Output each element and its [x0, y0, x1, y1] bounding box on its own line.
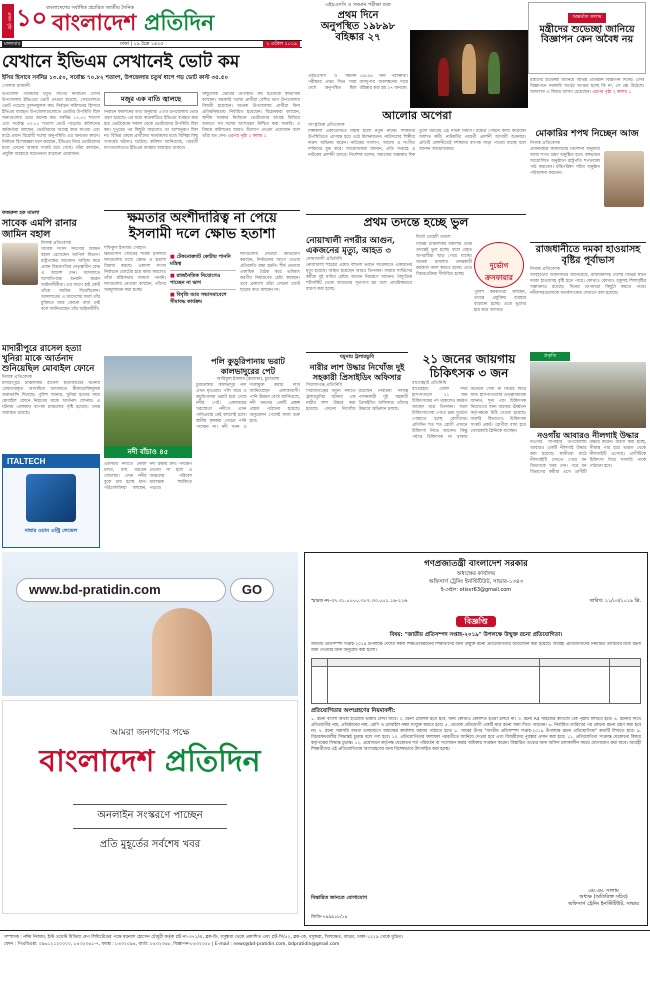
lead-body-col3: কিছুলোক ভোটার উপস্থিতি কম হওয়াকে স্বাভাবিক বলছেন। সরকারি দলের প্রার্থীরা বেশির ভাগ উপজেলায় বিজয়ী হয়েছেন। অনেক উপজেলায় প্রার্থীরা বিনা প্রতিদ্বন্দ্বিতায় নির্বাচিত হয়েছেন। বিশ্লেষকরা বলছেন, স্থানীয় সরকার নির্বাচনে ভোটারদের আগ্রহ ফিরিয়ে আনতে সব দলের অংশগ্রহণ নিশ্চিত করা জরুরি। এ বিষয়ে কমিশনের আরও উদ্যোগ নেওয়া প্রয়োজন বলে তাঁরা মত দেন। এরপর পৃষ্ঠা ২ কলাম ১	[202, 92, 300, 139]
pointing-hand-image	[152, 608, 212, 696]
doctors-story	[412, 352, 526, 548]
sign-office: অফিসার্স ট্রেনিং ইনস্টিটিউট, সাভার	[568, 900, 639, 907]
table-col-1	[312, 667, 328, 703]
notice-table	[311, 658, 641, 704]
go-button[interactable]: GO	[230, 578, 274, 602]
footer-text-2: ফোন : পিএবিএক্স: ০৯৬১২১২০০০০, ৮৪৩২৩৬১-৭, ফ্যাক্স : ৮৪৩২০৯৪, বার্তা: ৮৪৩২৩৬৮, বিজ্ঞাপন-৮৪৩২৩৫৮ | E-mail : news@bd-pratidin.com, bdpratidin@gmail.com	[4, 942, 340, 947]
rajdhani-story	[530, 244, 646, 350]
terms-title: প্রতিযোগিতার অংশগ্রহণের নিয়মাবলী:	[311, 708, 396, 714]
khulna-story	[2, 344, 100, 452]
italtech-phone-image	[26, 474, 76, 522]
govt-memo-row	[311, 598, 641, 606]
opera-title: আলোর অপেরা	[382, 109, 452, 122]
sign-title: অধ্যক্ষ (অতিরিক্ত সচিব)	[579, 894, 628, 900]
power-body-1: ক্ষমতাসীন জোটের শরিক ইসলামী দলগুলোর মধ্যে ক্ষোভ ও হতাশা বিরাজ করছে। একাদশ সংসদ নির্বাচনে জোটের হয়ে কাজ করলেও তাঁরা মন্ত্রিসভায় জায়গা পাননি। দলগুলোর নেতারা বলছেন, তাঁদের অবমূল্যায়ন করা হচ্ছে।	[104, 252, 166, 293]
govt-email: ই-মেইল: otisvr63@gmail.com	[440, 587, 512, 593]
right-title-2: অনুপস্থিত ১৯৮৯৮	[320, 21, 396, 32]
nilgai-tag: প্রকৃতি	[530, 352, 570, 361]
govt-header: গণপ্রজাতন্ত্রী বাংলাদেশ সরকার	[424, 559, 528, 569]
river-story	[196, 356, 300, 506]
opera-body: শিল্পকলা একাডেমিতে মঞ্চস্থ হলো নতুন নাটক। দর্শকদের উপস্থিতিতে প্রাণবন্ত হয়ে ওঠে মিলনায়তন। নাট্যদলের শিল্পীরা দারুণ অভিনয় করেন। নাটকের সংলাপ, আলো ও সংগীত দর্শকদের মুগ্ধ করে। আয়োজকরা জানান, প্রতি সপ্তাহে এ নাটকের প্রদর্শনী চলবে। নির্দেশক বলেন, সমাজের অন্ধকার দিক তুলে ধরতেই এই নাটক নির্মাণ। মঞ্চের পেছনে কাজ করেছেন অর্ধশত কর্মী। নাটকটির পরবর্তী প্রদর্শনী আগামী শুক্রবার। প্রতিটি প্রদর্শনীতেই দর্শকদের ব্যাপক সাড়া পাওয়া যাচ্ছে বলে জানান আয়োজকরা।	[308, 129, 526, 159]
website-ad	[2, 552, 298, 696]
power-title-2: ইসলামী দলে ক্ষোভ হতাশা	[128, 226, 276, 243]
govt-office: অধ্যক্ষের কার্যালয়	[456, 571, 496, 577]
nilgai-title: নওগাঁয় আবারও নীলগাই উদ্ধার	[537, 430, 639, 440]
notice-title: বিজ্ঞপ্তি	[456, 616, 495, 627]
river-byline: আরিফুল ইসলাম (রমজান), চুয়াডাঙ্গা	[216, 377, 280, 382]
jamuna-body: সিরাজগঞ্জের যমুনা নদীতে ট্রলারডুবির ঘটনায় এক নারীর লাশ উদ্ধার করা হয়েছে। এখনো নিখোঁজ রয়েছেন নির্বাচনী দায়িত্ব পালনকারী দুই সহকারী প্রিসাইডিং অফিসার। তাঁদের উদ্ধারে অভিযান চলছে।	[306, 389, 408, 412]
lead-body-col2: নির্বাচন কমিশনের তথ্য অনুযায়ী ৫০টি উপজেলায় ভোট গ্রহণ হয়েছে। এর মধ্যে কয়েকটিতে ইভিএম ব্যবহার করা হয়। ভোটকেন্দ্রে সকাল থেকে ভোটারদের উপস্থিতি ছিল কম। দুপুরের পর কিছুটা বাড়লেও তা আশানুরূপ ছিল না। বিভিন্ন কেন্দ্রে প্রার্থীদের সমর্থকদের মধ্যে বিচ্ছিন্ন কিছু সংঘর্ষের ঘটনাও ঘটেছে। কমিশন জানিয়েছে, পরবর্তী ধাপগুলোতেও ইভিএম ব্যবহার অব্যাহত থাকবে।	[104, 110, 198, 151]
right-highlight-box	[307, 2, 409, 72]
firstprobe-body-1: বিভিন্ন চাঞ্চল্যকর মামলার প্রথম তদন্তেই ভুল হচ্ছে। ফলে প্রকৃত অপরাধীরা ছাড় পেয়ে যাচ্ছে। অনেক মামলায় তদন্তকারী কর্মকর্তা বদল করতে হচ্ছে। এতে বিচারপ্রক্রিয়া দীর্ঘায়িত হচ্ছে।	[416, 242, 472, 277]
mocking-byline: নিজস্ব প্রতিবেদক	[530, 140, 561, 146]
date-bar	[0, 40, 302, 48]
editorial-tag: অন্তর্ঘাত কলাম	[568, 13, 605, 23]
lead-headline: যেখানে ইভিএম সেখানেই ভোট কম	[2, 52, 240, 72]
river-tag: নদী বাঁচাও ৪৫	[104, 446, 192, 458]
promo-line-1: অনলাইন সংস্করণে পাচ্ছেন	[73, 804, 226, 829]
power-byline: শফিকুল ইসলাম সোহাগ	[104, 245, 146, 251]
power-title: ক্ষমতার অংশীদারিত্ব না পেয়ে	[127, 211, 277, 226]
editorial-box	[528, 2, 646, 74]
terms-body: ১. রচনা বাংলা অথবা ইংরেজি ভাষায় লেখা যাবে। ২. রচনা মৌলিক হতে হবে, অন্য কোথাও প্রকাশিত হওয়া চলবে না। ৩. রচনা A4 সাইজের কাগজে এক পৃষ্ঠায় লিখতে হবে। ৪. রচনার সাথে প্রতিযোগীর নাম, প্রতিষ্ঠানের নাম, শ্রেণি ও মোবাইল নম্বর সংযুক্ত করতে হবে। ৫. প্রত্যেক প্রতিযোগী একটি মাত্র রচনা জমা দিতে পারবেন। ৬. নির্ধারিত তারিখের পর কোনো রচনা গ্রহণ করা হবে না। ৭. রচনা সরাসরি অথবা ডাকযোগে অধ্যক্ষের কার্যালয় বরাবর পাঠাতে হবে। ৮. খামের উপর "জাতীয় প্রতিসম্পদ সপ্তাহ-২০১৯ উপলক্ষে রচনা প্রতিযোগিতা" কথাটি লিখতে হবে। ৯. বিচারকমণ্ডলীর সিদ্ধান্তই চূড়ান্ত বলে গণ্য হবে। ১০. প্রতিযোগিতার ফলাফল পরবর্তীতে জানিয়ে দেওয়া হবে এবং বিজয়ীদের পুরস্কার প্রদান করা হবে। ১১. প্রতিযোগিতা সংক্রান্ত যেকোনো বিষয়ে কর্তৃপক্ষের সিদ্ধান্ত চূড়ান্ত। ১২. প্রয়োজনে কর্তৃপক্ষ যেকোনো শর্ত পরিবর্তন বা সংশোধন করার অধিকার সংরক্ষণ করেন। বিস্তারিত তথ্যের জন্য অফিস চলাকালীন সময়ে যোগাযোগ করা যাবে। আগ্রহী শিক্ষার্থীদের এই প্রতিযোগিতায় অংশগ্রহণের জন্য বিশেষভাবে উৎসাহিত করা হচ্ছে।	[311, 717, 641, 752]
divider-jamuna	[306, 352, 408, 353]
dateline: ঢাকা | ১৯ চৈত্র ১৪২৫	[120, 42, 164, 47]
shakib-title: সাবেক এমপি রানার জামিন বহাল	[2, 218, 77, 240]
lead-body-col1: উপজেলা পরিষদের চতুর্থ ধাপের নির্বাচনে যেসব উপজেলায় ইভিএমে ভোট নেওয়া হয়েছে, সেগুলোতে ভোট পড়েছে তুলনামূলক কম। নির্বাচন কমিশনের হিসাবে ইভিএম ব্যবহৃত উপজেলাগুলোতে ভোটার উপস্থিতি ছিল অন্যগুলোর চেয়ে অনেক কম। সর্বনিম্ন ১৩.৫০ শতাংশ এবং সর্বোচ্চ ৭০.৮২ শতাংশ ভোট পড়েছে। কমিশনের কর্মকর্তারা বলছেন, ভোটারদের আগ্রহ কমে যাওয়া এবং মাঠে প্রধান বিরোধী দলের অনুপস্থিতি এর অন্যতম কারণ। নির্বাচন বিশেষজ্ঞরা মনে করছেন, ইভিএম নিয়ে ভোটারদের মধ্যে এখনো আস্থার সংকট রয়ে গেছে। তাঁরা বলছেন, প্রযুক্তি ব্যবহারে সচেতনতা বাড়ানো প্রয়োজন।	[2, 92, 100, 157]
opera-byline: সাংস্কৃতিক প্রতিবেদক	[308, 123, 345, 129]
power-follow: একসময় নদীতে নৌকা চলত, মাছ ধরতেন জেলেরা। এখন নদীর বুকে চাষ হচ্ছে ধান। পরিবেশবিদরা বলছেন, নদী রক্ষায় দ্রুত পদক্ষেপ নেওয়া না হলে এ অঞ্চলের পরিবেশ মারাত্মক হুমকিতে পড়বে।	[104, 462, 192, 491]
opera-story	[308, 110, 526, 212]
table-col-2	[328, 667, 540, 703]
rajdhani-byline: নিজস্ব প্রতিবেদক	[530, 267, 561, 272]
lead-boxed-caption: মজুর এক বাতি জ্বালছে	[104, 92, 198, 106]
shakib-kicker: ফজরুল হক মামলা	[2, 210, 40, 216]
opera-figure-3	[438, 58, 449, 96]
promo-title	[3, 744, 297, 780]
bullet-1-marker: ■	[170, 254, 177, 260]
right-title-1: প্রথম দিনে	[337, 10, 379, 21]
bullet-1-text: টেকনোক্র্যাট কোটায় পাননি মন্ত্রিত্ব	[170, 254, 231, 267]
mocking-title: মোকারির শপথ নিচ্ছেন আজ	[535, 129, 639, 139]
contact-label: বিস্তারিত জানতে যোগাযোগ	[311, 895, 368, 901]
govt-memo: স্মারক নং-৩৭.৩১.০০০০.৩০৭.৩৩.০০১.১৯-২১৬	[311, 599, 408, 604]
opera-figure-2	[488, 52, 500, 94]
mocking-photo	[604, 151, 644, 207]
bullet-3-marker: ■	[170, 292, 177, 298]
lead-subheadline: ইসির হিসাবে সর্বনিম্ন ১৩.৫০, সর্বোচ্চ ৭০.৮২ শতাংশ, উপজেলার চতুর্থ ধাপে গড় ভোট কাস্ট ৩৫.৫০	[2, 75, 229, 81]
noakhali-story	[306, 236, 412, 346]
lead-story	[2, 52, 302, 206]
mocking-body: প্রধানমন্ত্রীর কার্যালয়ের নির্দেশনা অনুযায়ী আজ শপথ গ্রহণ অনুষ্ঠিত হবে। বঙ্গভবনে আয়োজিত অনুষ্ঠানে রাষ্ট্রপতি শপথবাক্য পাঠ করাবেন। মন্ত্রিপরিষদ সচিব অনুষ্ঠান পরিচালনা করবেন।	[530, 146, 600, 176]
editorial-body: মন্ত্রীদের শুভেচ্ছা জানিয়ে বিভিন্ন প্রতিষ্ঠান বিজ্ঞাপন দিচ্ছে। এসব বিজ্ঞাপনে সরকারি অর্থের অপচয় হচ্ছে কি না, সে প্রশ্ন উঠেছে। আদালত এ বিষয়ে ব্যাখ্যা চেয়েছেন। এরপর পৃষ্ঠা ২ কলাম ১	[530, 78, 644, 95]
bullet-2-marker: ■	[170, 273, 177, 279]
address-bar[interactable]: www.bd-pratidin.com	[16, 578, 226, 602]
river-title: পলি কুড়ুরিপানায় ভরাট কালভাদুরের পেট	[211, 356, 285, 376]
table-col-4	[610, 667, 640, 703]
river-photo	[104, 356, 192, 458]
lead-byline: গোলাম রাব্বানী	[2, 84, 30, 89]
doctors-title: ২১ জনের জায়গায় চিকিৎসক ৩ জন	[422, 352, 516, 380]
tagline: বাংলাদেশের সর্বাধিক প্রচারিত জাতীয় দৈনিক	[46, 5, 134, 11]
khulna-title: মাদারীপুরে রাসেল হত্যা খুনিরা মাকে আর্তনাদ শুনিয়েছিল মোবাইল ফোনে	[2, 344, 95, 374]
rajdhani-body: আবহাওয়া অধিদফতর জানিয়েছে, রাজধানীসহ দেশের বিভিন্ন স্থানে দমকা হাওয়াসহ বৃষ্টি হতে পারে। কোথাও কোথাও বজ্রসহ শিলাবৃষ্টির সম্ভাবনাও রয়েছে। দিনের তাপমাত্রা কিছুটা কমতে পারে। নদীবন্দরগুলোকে সতর্কসংকেত দেখাতে বলা হয়েছে।	[530, 273, 646, 296]
divider-rajdhani	[530, 242, 646, 243]
right-pretitle: এইচএসসি ও সমমান পরীক্ষা শুরু	[325, 2, 391, 8]
italtech-tagline: নাম্বার ওয়ান এন্ট্রি লেভেল	[24, 528, 78, 534]
table-head-3	[540, 659, 610, 667]
bullet-2-text: রাজনৈতিক নিয়োগেও পাচ্ছেন না ভাগ	[170, 273, 221, 286]
power-story	[104, 212, 300, 350]
shakib-body: সাবেক সংসদ সদস্যের জামিন বহাল রেখেছেন আপিল বিভাগ। রাষ্ট্রপক্ষের আবেদন খারিজ করে প্রধান বিচারপতির নেতৃত্বাধীন বেঞ্চ এ আদেশ দেন। আদালতে আসামিপক্ষে শুনানি করেন আইনজীবীরা। এর আগে হাই কোর্ট তাঁকে জামিন দিয়েছিলেন। আদালতের এ আদেশের ফলে তাঁর মুক্তিতে আর কোনো বাধা নেই বলে জানিয়েছেন তাঁর আইনজীবী।	[41, 247, 100, 312]
govt-notice	[304, 552, 648, 926]
firstprobe-logo	[474, 242, 524, 288]
signature-block	[568, 888, 639, 908]
river-body: চুয়াডাঙ্গার কালভাদুর নদী এখন মৃতপ্রায়। পলি জমে ও কচুরিপানায় ভরাট হয়ে গেছে নদীর পেট। একসময়ের খরস্রোতা নদীতে এখন পানিপ্রবাহ নেই বললেই চলে। স্থানীয় কৃষকরা সেচের পানি পাচ্ছেন না। নদী খনন ও দখলমুক্ত করার দাবি জানিয়েছেন এলাকাবাসী। পানি উন্নয়ন বোর্ড জানিয়েছে, নদী খননের একটি প্রকল্প প্রস্তাব পাঠানো হয়েছে। অনুমোদন পেলেই কাজ শুরু হবে।	[196, 383, 300, 430]
lead-continued: এরপর পৃষ্ঠা ২ কলাম ১	[227, 134, 267, 139]
sign-name: এম.এম. সালাম	[588, 887, 619, 894]
table-head-2	[328, 659, 540, 667]
firstprobe-byline: মির্জা মেহেদী তমাল	[416, 235, 451, 240]
doctors-byline: বাগেরহাট প্রতিনিধি	[412, 381, 447, 386]
khulna-body: মাদারীপুরে চাঞ্চল্যকর রাসেল হত্যাকাণ্ডের ঘটনায় গ্রেফতারকৃত আসামিরা আদালতে স্বীকারোক্তিমূলক জবানবন্দি দিয়েছে। পুলিশ জানায়, খুনিরা হত্যার সময় মোবাইল ফোনে নিহতের মাকে আর্তনাদ শোনায়। এ ঘটনায় এলাকায় ব্যাপক চাঞ্চল্যের সৃষ্টি হয়েছে। তদন্ত অব্যাহত রয়েছে।	[2, 381, 100, 416]
nilgai-photo	[530, 362, 646, 428]
table-head-4	[610, 659, 640, 667]
notice-subject: বিষয়: "জাতীয় প্রতিসম্পদ সপ্তাহ-২০১৯" উপলক্ষে উন্মুক্ত রচনা প্রতিযোগিতা।	[389, 632, 563, 638]
promo-ad	[2, 700, 298, 914]
doctors-body: বাগেরহাট জেলা সদর হাসপাতালে ২১ জন চিকিৎসকের পদ থাকলেও কর্মরত আছেন মাত্র তিনজন। ফলে চিকিৎসাসেবা পেতে চরম দুর্ভোগ পোহাতে হচ্ছে রোগীদের। প্রতিদিন শত শত রোগী এখানে চিকিৎসা নিতে আসেন। কিন্তু পর্যাপ্ত চিকিৎসক না থাকায় অনেকে সেবা না নিয়েই ফিরে যান। হাসপাতালের তত্ত্বাবধায়ক জানান, শূন্য পদে চিকিৎসক নিয়োগের জন্য বারবার ঊর্ধ্বতন কর্তৃপক্ষকে চিঠি দেওয়া হয়েছে। জরুরি বিভাগেও চিকিৎসক সংকট প্রকট। রোগীরা বাধ্য হয়ে বেসরকারি ক্লিনিকে যাচ্ছেন।	[412, 387, 526, 440]
promo-pre: আমরা জনগণের পক্ষে	[110, 728, 190, 738]
nilgai-body: নওগাঁর সাপাহার উপজেলায় আবারও একটি নীলগাই উদ্ধার করা হয়েছে। স্থানীয়রা মাঠে নীলগাইটি দেখতে পেয়ে বন বিভাগকে খবর দেন। পরে বন বিভাগের কর্মীরা এসে প্রাণীটি উদ্ধার করেন। ধারণা করা হচ্ছে, সীমান্ত পার হয়ে ভারত থেকে নীলগাইটি এসেছে। প্রাণীটিকে চিকিৎসা দিয়ে সাফারি পার্কে পাঠানো হবে।	[530, 440, 646, 475]
noakhali-body: নোয়াখালী শহরের একটি বহুতল ভবনে অগ্নিকাণ্ডে একজনের মৃত্যু হয়েছে। আহত হয়েছেন আরও তিনজন। ফায়ার সার্ভিসের কর্মীরা দুই ঘণ্টার চেষ্টায় আগুন নিয়ন্ত্রণে আনেন। বৈদ্যুতিক শর্টসার্কিট থেকে আগুনের সূত্রপাত হয় বলে প্রাথমিকভাবে ধারণা করা হচ্ছে।	[306, 263, 412, 292]
italtech-brand: ITALTECH	[3, 455, 99, 468]
footer	[0, 930, 650, 984]
bullet-3-text: বিবৃতি আর সভাসমাবেশে সীমাবদ্ধ কার্যক্রম	[170, 292, 227, 305]
bullet-1	[170, 252, 236, 271]
promo-title-pratidin: প্রতিদিন	[164, 744, 261, 779]
jamuna-story	[306, 354, 408, 448]
hsc-body: এইচএসসি ও সমমান পরীক্ষার প্রথম দিনে সারা দেশে অনুপস্থিত ছিল ১৯৮৯৮ জন পরীক্ষার্থী। অসদুপায় অবলম্বনের দায়ে বহিষ্কার করা হয় ২৭ জনকে।	[308, 74, 408, 91]
bullet-3	[170, 290, 236, 308]
italtech-ad	[2, 454, 100, 548]
notice-title-wrap	[311, 609, 641, 629]
power-bullets	[170, 252, 236, 348]
footer-text: সম্পাদক : নঈম নিজাম, ইস্ট ওয়েস্ট মিডিয়া গ্রুপ লিমিটেডের পক্ষে ময়নাল হোসেন চৌধুরী কর্তৃক প্লট নং-৩৭১/এ, ব্লক-ডি, বসুন্ধরা থেকে প্রকাশিত এবং প্লট-সি/৫২, ব্লক-কে, বসুন্ধরা, খিলক্ষেত, বাড্ডা, ঢাকা-১২২৯ থেকে মুদ্রিত।	[4, 935, 404, 940]
khulna-byline: নিজস্ব প্রতিবেদক	[2, 375, 33, 380]
opera-photo	[410, 30, 528, 108]
govt-address: অফিসার্স ট্রেনিং ইনস্টিটিউট, সাভার-১৩৪৩	[428, 579, 524, 585]
title-pratidin: প্রতিদিন	[143, 10, 215, 36]
power-body-3: দলগুলোর নেতারা অভিযোগ করছেন, নির্বাচনের আগে দেওয়া প্রতিশ্রুতি রক্ষা হয়নি। শীর্ষ নেতারা একাধিক বৈঠক করে ভবিষ্যৎ করণীয় নির্ধারণের চেষ্টা করছেন। তবে প্রকাশ্যে তাঁরা এখনো জোট ছাড়ার কথা বলছেন না।	[240, 252, 300, 293]
notice-intro: জাতীয় প্রতিসম্পদ সপ্তাহ-২০১৯ উপলক্ষে দেশের সকল শিক্ষাপ্রতিষ্ঠানের শিক্ষার্থীদের জন্য উন্মুক্ত রচনা প্রতিযোগিতার আয়োজন করা হয়েছে। আগ্রহী প্রতিযোগীদের নির্ধারিত তারিখের মধ্যে রচনা জমা দেওয়ার জন্য অনুরোধ করা হলো।	[311, 642, 641, 653]
title-bangladesh: বাংলাদেশ	[52, 10, 137, 36]
table-head-1	[312, 659, 328, 667]
promo-title-bangladesh: বাংলাদেশ	[39, 744, 155, 779]
editorial-title: মন্ত্রীদের শুভেচ্ছা জানিয়ে বিজ্ঞাপন কেন অবৈধ নয়	[539, 24, 635, 46]
jamuna-kicker: যমুনায় ট্রলারডুবি	[339, 354, 375, 360]
ad-number: জিডি-৭৯৯৯১৮/১৯	[311, 915, 348, 920]
date-en: ২ এপ্রিল ২০১৯	[263, 41, 300, 48]
rajdhani-title: রাজধানীতে দমকা হাওয়াসহ বৃষ্টির পূর্বাভাস	[535, 244, 641, 266]
govt-date: তারিখ: ২১/০৩/২০১৯ খ্রি.	[589, 599, 641, 604]
editorial-cont: এরপর পৃষ্ঠা ২ কলাম ১	[592, 90, 632, 95]
firstprobe-title: প্রথম তদন্তে হচ্ছে ভুল	[363, 215, 469, 229]
mocking-story	[530, 130, 644, 240]
masthead-title	[52, 11, 214, 35]
firstprobe-body-2: পুলিশ কর্মকর্তারা বলছেন, তদন্তে প্রযুক্তির ব্যবহার বাড়ানো হচ্ছে। এতে ভুলের হার কমে আসবে।	[474, 290, 526, 313]
nilgai-story	[530, 430, 646, 548]
noakhali-title: নোয়াখালী নগরীর আগুন, একজনের মৃত্যু, আহত ৩	[306, 236, 396, 256]
table-col-3	[540, 667, 610, 703]
promo-line-2: প্রতি মুহূর্তের সর্বশেষ খবর	[99, 839, 201, 850]
shakib-byline: নিজস্ব প্রতিবেদক	[41, 241, 72, 246]
firstprobe-logo-text: দুর্ভোগ ক্রসফায়ার	[485, 262, 513, 282]
shakib-photo	[2, 243, 38, 285]
anniversary-logo: ১০	[16, 3, 48, 32]
jamuna-title: নারীর লাশ উদ্ধার নিখোঁজ দুই সহকারী প্রিসাইডিং অফিসার	[309, 362, 405, 382]
bullet-2	[170, 271, 236, 290]
right-title-3: বহিষ্কার ২৭	[335, 32, 381, 43]
noakhali-byline: নোয়াখালী প্রতিনিধি	[306, 257, 342, 262]
shakib-story	[2, 210, 100, 342]
day: মঙ্গলবার	[4, 42, 21, 47]
page-label: প্রথম পৃষ্ঠা	[2, 4, 14, 38]
jamuna-byline: সিরাজগঞ্জ প্রতিনিধি	[306, 383, 343, 388]
opera-figure	[462, 44, 476, 94]
